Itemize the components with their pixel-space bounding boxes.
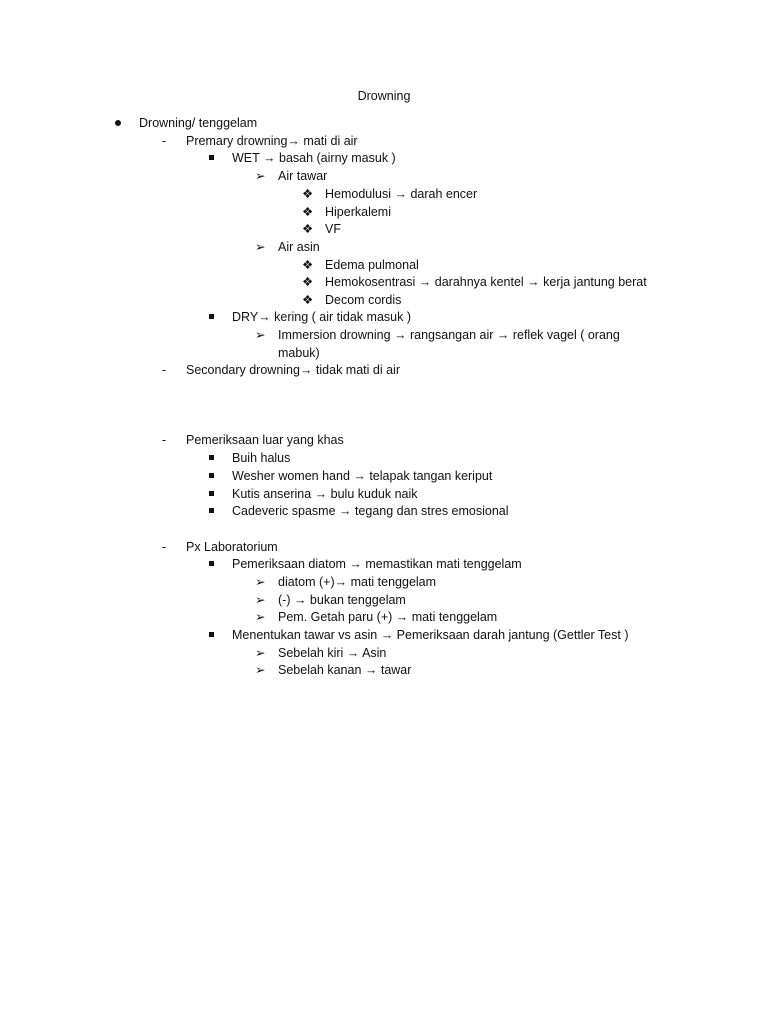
dash-bullet-icon: - bbox=[162, 540, 167, 554]
bullet-dot-icon bbox=[115, 115, 131, 133]
four-diamond-bullet-icon: ❖ bbox=[302, 293, 314, 307]
document-title: Drowning bbox=[357, 89, 411, 103]
outline-item-text: (-) → bukan tenggelam bbox=[278, 593, 406, 607]
outline-item-text: Edema pulmonal bbox=[325, 258, 419, 272]
square-bullet-icon bbox=[209, 450, 225, 468]
outline-item-text: diatom (+)→ mati tenggelam bbox=[278, 575, 437, 589]
outline-item-text: DRY→ kering ( air tidak masuk ) bbox=[232, 310, 411, 324]
outline-item-text: Menentukan tawar vs asin → Pemeriksaan darah jantung (Gettler Test ) bbox=[232, 628, 629, 642]
outline-item-text: WET → basah (airny masuk ) bbox=[232, 151, 396, 165]
outline-item-text: Air tawar bbox=[278, 169, 328, 183]
arrowhead-bullet-icon: ➢ bbox=[255, 575, 266, 589]
outline-item-text: Air asin bbox=[278, 240, 320, 254]
outline-item-text: Pemeriksaan luar yang khas bbox=[186, 433, 344, 447]
square-bullet-icon bbox=[209, 309, 225, 327]
dash-bullet-icon: - bbox=[162, 134, 167, 148]
four-diamond-bullet-icon: ❖ bbox=[302, 275, 314, 289]
outline-item-text: Sebelah kanan → tawar bbox=[278, 663, 412, 677]
outline-item-text: Hemodulusi → darah encer bbox=[325, 187, 478, 201]
outline-item-text: Hemokosentrasi → darahnya kentel → kerja jantung berat bbox=[325, 275, 647, 289]
arrowhead-bullet-icon: ➢ bbox=[255, 610, 266, 624]
outline-item-text: Sebelah kiri → Asin bbox=[278, 646, 387, 660]
square-bullet-icon bbox=[209, 486, 225, 504]
outline-item-text: Immersion drowning → rangsangan air → reflek vagel ( orang bbox=[278, 328, 620, 342]
outline-item-text: mabuk) bbox=[278, 346, 320, 360]
outline-item-text: Kutis anserina → bulu kuduk naik bbox=[232, 487, 418, 501]
outline-item-text: Drowning/ tenggelam bbox=[139, 116, 258, 130]
dash-bullet-icon: - bbox=[162, 433, 167, 447]
arrowhead-bullet-icon: ➢ bbox=[255, 169, 266, 183]
outline-item-text: Wesher women hand → telapak tangan keriput bbox=[232, 469, 493, 483]
outline-item-text: Cadeveric spasme → tegang dan stres emosional bbox=[232, 504, 509, 518]
square-bullet-icon bbox=[209, 556, 225, 574]
square-bullet-icon bbox=[209, 468, 225, 486]
outline-item-text: Pemeriksaan diatom → memastikan mati tenggelam bbox=[232, 557, 522, 571]
arrowhead-bullet-icon: ➢ bbox=[255, 663, 266, 677]
arrowhead-bullet-icon: ➢ bbox=[255, 328, 266, 342]
square-bullet-icon bbox=[209, 627, 225, 645]
outline-item-text: Hiperkalemi bbox=[325, 205, 391, 219]
four-diamond-bullet-icon: ❖ bbox=[302, 187, 314, 201]
arrowhead-bullet-icon: ➢ bbox=[255, 593, 266, 607]
outline-item-text: Secondary drowning→ tidak mati di air bbox=[186, 363, 400, 377]
outline-item-text: Px Laboratorium bbox=[186, 540, 278, 554]
arrowhead-bullet-icon: ➢ bbox=[255, 646, 266, 660]
outline-item-text: Buih halus bbox=[232, 451, 291, 465]
outline-item-text: Decom cordis bbox=[325, 293, 402, 307]
outline-item-text: VF bbox=[325, 222, 341, 236]
square-bullet-icon bbox=[209, 503, 225, 521]
square-bullet-icon bbox=[209, 150, 225, 168]
four-diamond-bullet-icon: ❖ bbox=[302, 205, 314, 219]
outline-item-text: Pem. Getah paru (+) → mati tenggelam bbox=[278, 610, 498, 624]
arrowhead-bullet-icon: ➢ bbox=[255, 240, 266, 254]
four-diamond-bullet-icon: ❖ bbox=[302, 222, 314, 236]
dash-bullet-icon: - bbox=[162, 363, 167, 377]
four-diamond-bullet-icon: ❖ bbox=[302, 258, 314, 272]
outline-item-text: Premary drowning→ mati di air bbox=[186, 134, 358, 148]
